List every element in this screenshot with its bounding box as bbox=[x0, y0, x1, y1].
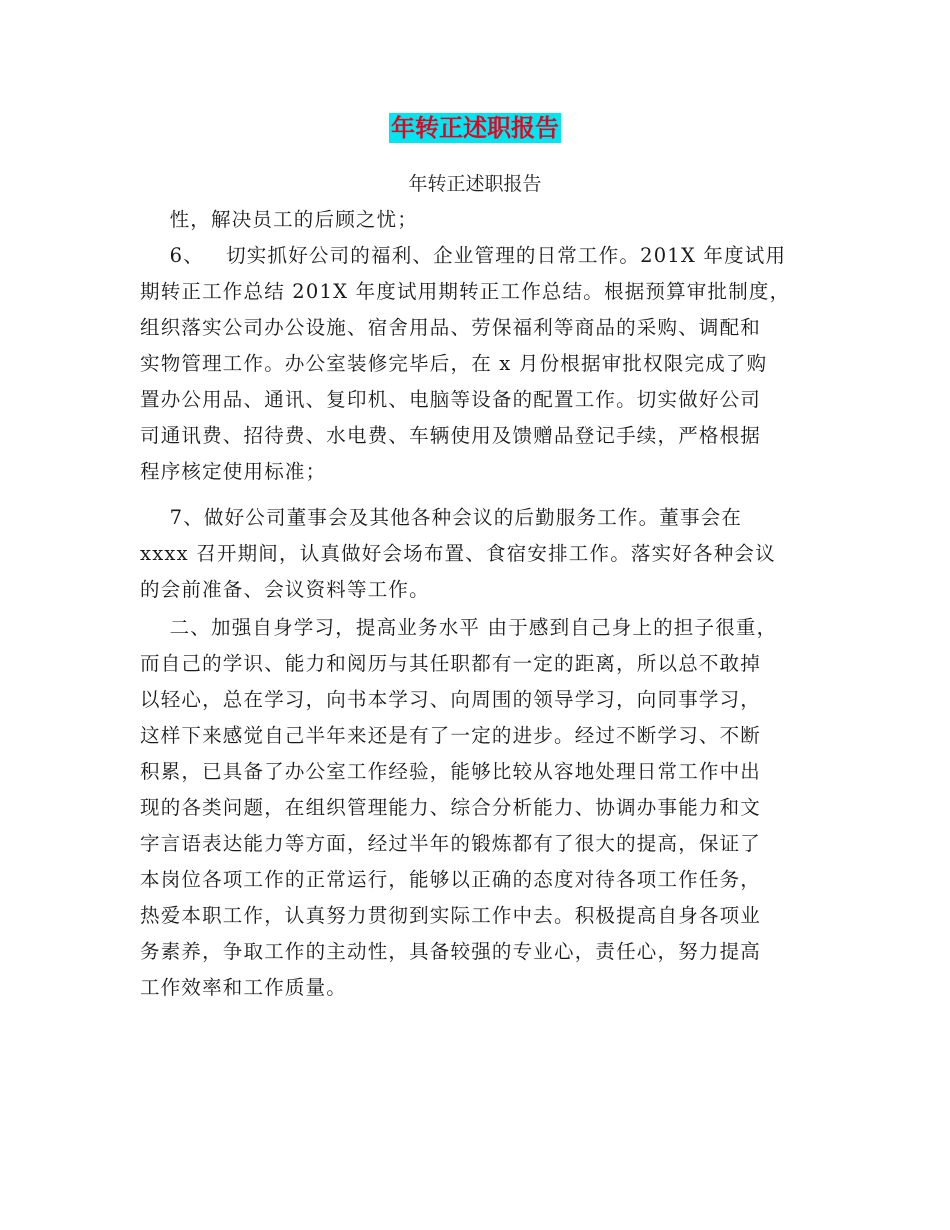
document-subtitle: 年转正述职报告 bbox=[408, 173, 542, 195]
body-line: 现的各类问题，在组织管理能力、综合分析能力、协调办事能力和文 bbox=[140, 796, 762, 819]
body-line: 工作效率和工作质量。 bbox=[140, 976, 348, 999]
body-line: 积累，已具备了办公室工作经验，能够比较从容地处理日常工作中出 bbox=[140, 760, 762, 783]
body-line: 而自己的学识、能力和阅历与其任职都有一定的距离，所以总不敢掉 bbox=[140, 652, 762, 675]
body-line: 程序核定使用标准； bbox=[140, 460, 327, 483]
body-line: 司通讯费、招待费、水电费、车辆使用及馈赠品登记手续，严格根据 bbox=[140, 424, 762, 447]
body-line: 以轻心，总在学习，向书本学习、向周围的领导学习，向同事学习， bbox=[140, 688, 762, 711]
body-line: 7、做好公司董事会及其他各种会议的后勤服务工作。董事会在 bbox=[140, 506, 743, 529]
body-line: 这样下来感觉自己半年来还是有了一定的进步。经过不断学习、不断 bbox=[140, 724, 762, 747]
body-line: 务素养，争取工作的主动性，具备较强的专业心，责任心，努力提高 bbox=[140, 940, 762, 963]
body-line: 二、加强自身学习，提高业务水平 由于感到自己身上的担子很重， bbox=[140, 616, 778, 639]
body-line: 组织落实公司办公设施、宿舍用品、劳保福利等商品的采购、调配和 bbox=[140, 316, 762, 339]
body-line: 本岗位各项工作的正常运行，能够以正确的态度对待各项工作任务， bbox=[140, 868, 762, 891]
body-line: 字言语表达能力等方面，经过半年的锻炼都有了很大的提高，保证了 bbox=[140, 832, 762, 855]
body-line: 的会前准备、会议资料等工作。 bbox=[140, 578, 430, 601]
body-line: 期转正工作总结 201X 年度试用期转正工作总结。根据预算审批制度， bbox=[140, 280, 791, 303]
body-line: 6、 切实抓好公司的福利、企业管理的日常工作。201X 年度试用 bbox=[140, 244, 787, 267]
document-title: 年转正述职报告 bbox=[391, 114, 559, 142]
body-line: 置办公用品、通讯、复印机、电脑等设备的配置工作。切实做好公司 bbox=[140, 388, 762, 411]
title-container bbox=[0, 113, 950, 143]
body-line: 热爱本职工作，认真努力贯彻到实际工作中去。积极提高自身各项业 bbox=[140, 904, 762, 927]
body-line: 实物管理工作。办公室装修完毕后，在 x 月份根据审批权限完成了购 bbox=[140, 352, 768, 375]
body-line: 性，解决员工的后顾之忧； bbox=[140, 208, 418, 231]
body-line: xxxx 召开期间，认真做好会场布置、食宿安排工作。落实好各种会议 bbox=[140, 542, 776, 565]
